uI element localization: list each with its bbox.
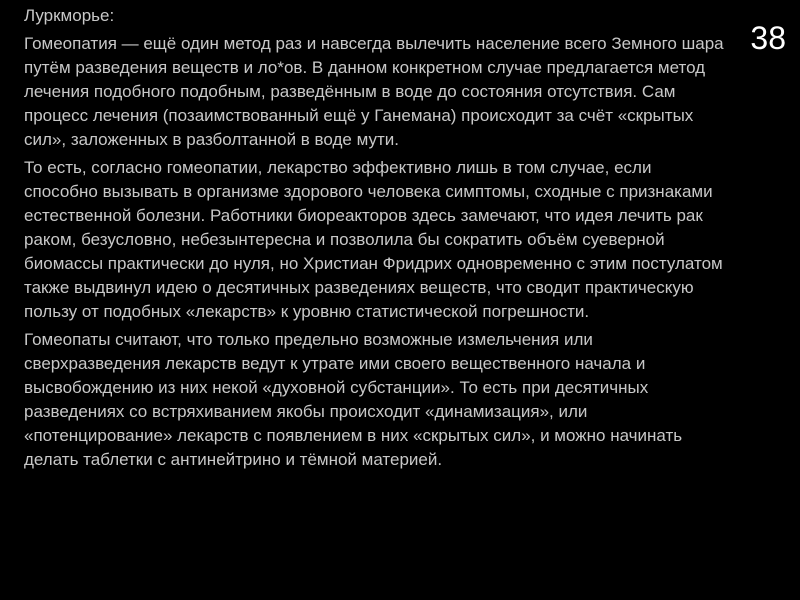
slide-number: 38 [750,20,786,56]
paragraph-3: Гомеопаты считают, что только предельно возможные измельчения или сверхразведения лекарств ведут к утрате ими своего вещественного начала и высвобождению из них некой «духовной субстанции». То есть при десятичных разведениях со встряхиванием якобы происходит «динамизация», или «потенцирование» лекарств с появлением в них «скрытых сил», и можно начинать делать таблетки с антинейтрино и тёмной материей. [24,330,683,469]
paragraph-2: То есть, согласно гомеопатии, лекарство эффективно лишь в том случае, если способно вызывать в организме здорового человека симптомы, сходные с признаками естественной болезни. Работники биореакторов здесь замечают, что идея лечить рак раком, безусловно, небезынтересна и позволила бы сократить объём суеверной биомассы практически до нуля, но Христиан Фридрих одновременно с этим постулатом также выдвинул идею о десятичных разведениях веществ, что сводит практическую пользу от подобных «лекарств» к уровню статистической погрешности. [24,158,723,321]
paragraph-1: Гомеопатия — ещё один метод раз и навсегда вылечить население всего Земного шара путём разведения веществ и ло*ов. В данном конкретном случае предлагается метод лечения подобного подобным, разведённым в воде до состояния отсутствия. Сам процесс лечения (позаимствованный ещё у Ганемана) происходит за счёт «скрытых сил», заложенных в разболтанной в воде мути. [24,34,724,149]
slide-content [24,4,730,476]
source-label: Луркморье: [24,6,115,25]
